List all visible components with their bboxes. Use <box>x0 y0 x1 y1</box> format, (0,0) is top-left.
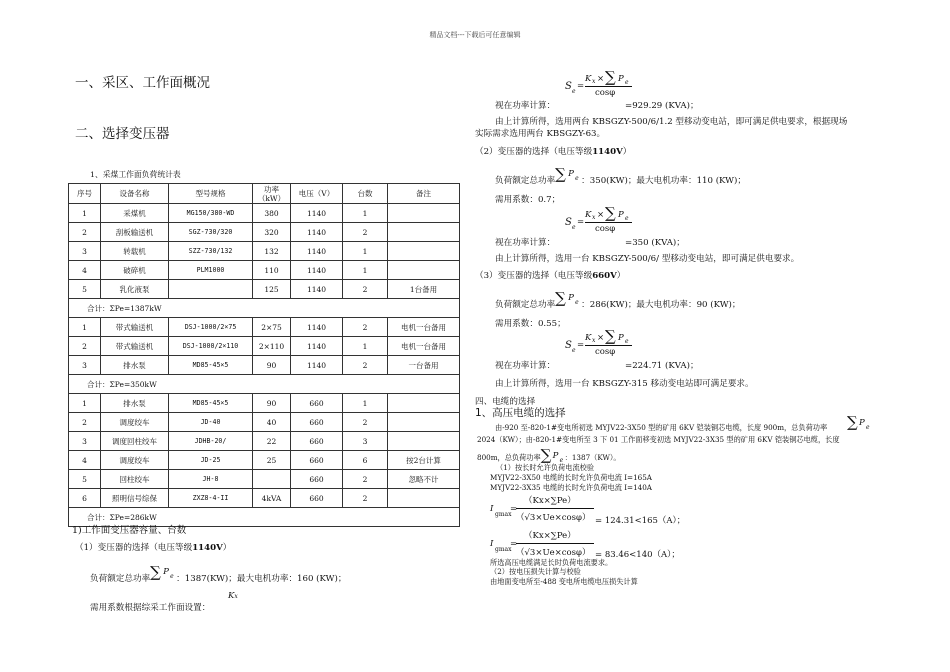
cos-phi: cosφ <box>595 347 616 357</box>
table-cell: 660 <box>291 451 343 470</box>
section-heading-1: 一、采区、工作面概况 <box>75 75 210 91</box>
table-cell: 2 <box>343 356 388 375</box>
table-cell: 1140 <box>291 356 343 375</box>
table-cell: 1140 <box>291 280 343 299</box>
table-cell: MD85-45×5 <box>169 356 253 375</box>
table-cell: JD-40 <box>169 413 253 432</box>
fraction-bar <box>516 508 594 509</box>
table-cell: 2×75 <box>253 318 291 337</box>
i-symbol: I <box>490 539 494 549</box>
table-header-row <box>69 184 460 204</box>
table-cell: 2 <box>343 470 388 489</box>
table-cell: 1140 <box>291 223 343 242</box>
page-header: 精品文档---下载后可任意编辑 <box>429 31 521 39</box>
total-power-value: ：1387（KW）。 <box>564 453 621 462</box>
table-cell: 2 <box>69 413 101 432</box>
table-cell <box>388 394 460 413</box>
table-cell: 6 <box>343 451 388 470</box>
table-cell: 4 <box>69 451 101 470</box>
check-1-line-a: MYJV22-3X50 电缆的长时允许负荷电流 I=165A <box>490 473 652 482</box>
rated-values: ：286(KW)；最大电机功率：90 (KW)； <box>581 300 741 310</box>
table-row <box>69 204 460 223</box>
p-symbol: P <box>568 293 574 303</box>
equals-sign: = <box>510 539 518 549</box>
selection-3-close: ） <box>616 271 626 281</box>
table-cell: 1 <box>343 261 388 280</box>
table-cell: MG150/380-WD <box>169 204 253 223</box>
table-cell: 2 <box>69 223 101 242</box>
table-row <box>69 432 460 451</box>
apparent-power-label-1: 视在功率计算： <box>495 101 556 111</box>
check-1-line-b: MYJV22-3X35 电缆的长时允许负荷电流 I=140A <box>490 483 652 492</box>
table-row <box>69 356 460 375</box>
table-row <box>69 470 460 489</box>
table-cell: MD85-45×5 <box>169 394 253 413</box>
col-header: 功率（kW） <box>253 184 291 204</box>
fraction-bar <box>516 543 594 544</box>
table-cell: SZZ-730/132 <box>169 242 253 261</box>
s-symbol: S <box>565 340 572 351</box>
equals-sign: = <box>577 81 585 91</box>
table-cell: 660 <box>291 432 343 451</box>
k-symbol: K <box>585 333 592 343</box>
p-symbol: P <box>163 567 169 577</box>
table-cell: 照明信号综保 <box>101 489 169 508</box>
fraction-bar <box>585 86 632 87</box>
gmax-subscript: gmax <box>495 546 512 553</box>
demand-factor-3: 需用系数：0.55； <box>495 319 566 329</box>
table-cell: SGZ-730/320 <box>169 223 253 242</box>
selection-2-voltage: 1140V <box>592 147 623 157</box>
times-sign: × <box>597 210 605 220</box>
kx-symbol <box>228 591 238 601</box>
table-cell: DSJ-1000/2×110 <box>169 337 253 356</box>
sigma-symbol: ∑ <box>605 68 616 86</box>
apparent-power-label-2: 视在功率计算： <box>495 238 556 248</box>
table-cell: 回柱绞车 <box>101 470 169 489</box>
table-cell: 电机一台备用 <box>388 337 460 356</box>
selection-1-voltage: 1140V <box>192 543 223 553</box>
table-cell: 调度绞车 <box>101 413 169 432</box>
selection-2-title <box>475 145 631 157</box>
current-formula-1 <box>490 494 700 528</box>
e-subscript: e <box>575 299 579 306</box>
table-cell: 破碎机 <box>101 261 169 280</box>
table-cell: 按2台计算 <box>388 451 460 470</box>
table-cell: 2 <box>343 413 388 432</box>
e-subscript: e <box>559 457 564 464</box>
table-cell: 带式输送机 <box>101 318 169 337</box>
table-cell: 320 <box>253 223 291 242</box>
table-cell: 转载机 <box>101 242 169 261</box>
table-cell: 调度绞车 <box>101 451 169 470</box>
current-result-1: = 124.31<165（A）； <box>595 516 686 526</box>
sigma-symbol: ∑ <box>150 563 161 581</box>
rated-power-line-3 <box>495 289 741 310</box>
table-cell: 3 <box>69 432 101 451</box>
table-cell: 1140 <box>291 261 343 280</box>
selection-1-label: （1）变压器的选择（电压等级 <box>75 543 193 553</box>
table-cell: ZXZ8-4-II <box>169 489 253 508</box>
col-header: 型号规格 <box>169 184 253 204</box>
table-cell: 90 <box>253 394 291 413</box>
fraction-bar <box>585 345 632 346</box>
conclusion-2: 由上计算所得，选用一台 KBSGZY-500/6/ 型移动变电站，即可满足供电要求。 <box>495 254 800 264</box>
table-cell: 采煤机 <box>101 204 169 223</box>
load-statistics-table <box>68 183 460 527</box>
section-4-heading: 四、电缆的选择 <box>475 397 536 407</box>
rated-label: 负荷额定总功率 <box>495 176 556 186</box>
table-total-row <box>69 375 460 394</box>
conclusion-1: 由上计算所得，选用两台 KBSGZY-500/6/1.2 型移动变电站，即可满足供电要求，根据现场 <box>495 117 848 127</box>
table-cell <box>388 242 460 261</box>
table-cell: 660 <box>291 394 343 413</box>
p-symbol: P <box>552 451 559 461</box>
sigma-symbol: ∑ <box>847 413 858 431</box>
table-cell: 排水泵 <box>101 356 169 375</box>
table-cell: 1 <box>69 394 101 413</box>
total-power-label: 800m，总负荷功率 <box>477 453 541 462</box>
times-sign: × <box>597 333 605 343</box>
table-cell: 排水泵 <box>101 394 169 413</box>
section-heading-2: 二、选择变压器 <box>75 126 170 142</box>
p-symbol: P <box>618 74 624 84</box>
apparent-power-value-3: =224.71 (KVA)； <box>625 361 699 371</box>
table-cell: 110 <box>253 261 291 280</box>
table-cell: 6 <box>69 489 101 508</box>
table-cell: DSJ-1000/2×75 <box>169 318 253 337</box>
p-symbol: P <box>618 210 624 220</box>
table-row <box>69 223 460 242</box>
table-cell: 22 <box>253 432 291 451</box>
e-subscript: e <box>572 347 576 354</box>
table-total: 合计：ΣPe=1387kW <box>69 299 460 318</box>
table-cell <box>388 261 460 280</box>
current-denominator: （√3×Ue×cosφ） <box>516 513 591 523</box>
cable-paragraph-line-3 <box>477 446 621 464</box>
conclusion-3: 由上计算所得，选用一台 KBSGZY-315 移动变电站即可满足要求。 <box>495 379 754 389</box>
apparent-power-value-1: =929.29 (KVA)； <box>625 101 699 111</box>
p-symbol: P <box>568 169 574 179</box>
x-subscript: x <box>234 593 238 600</box>
table-cell <box>388 413 460 432</box>
table-cell <box>388 432 460 451</box>
conclusion-1b: 实际需求选用两台 KBSGZY-63。 <box>475 129 606 139</box>
table-row <box>69 394 460 413</box>
sigma-symbol: ∑ <box>555 165 566 183</box>
e-subscript: e <box>625 338 629 345</box>
table-cell: 一台备用 <box>388 356 460 375</box>
current-numerator: （Kx×∑Pe） <box>524 531 576 541</box>
rated-label: 负荷额定总功率 <box>90 574 151 584</box>
table-cell: 2 <box>343 280 388 299</box>
equals-sign: = <box>510 504 518 514</box>
cable-paragraph-line-2: 2024（KW）；由-820-1#变电所至 3 下 01 工作面移变初选 MYJV22-3X35 型的矿用 6KV 铠装铜芯电缆，长度 <box>477 435 840 444</box>
e-subscript: e <box>572 88 576 95</box>
col-header: 电压（V） <box>291 184 343 204</box>
table-total: 合计：ΣPe=286kW <box>69 508 460 527</box>
table-cell: 3 <box>69 242 101 261</box>
cos-phi: cosφ <box>595 224 616 234</box>
current-numerator: （Kx×∑Pe） <box>524 496 576 506</box>
table-cell: 1 <box>343 204 388 223</box>
sigma-symbol: ∑ <box>555 289 566 307</box>
table-cell: 1台备用 <box>388 280 460 299</box>
s-symbol: S <box>565 217 572 228</box>
table-caption: 1、采煤工作面负荷统计表 <box>90 170 181 179</box>
k-symbol: K <box>585 74 592 84</box>
table-cell: 4kVA <box>253 489 291 508</box>
equals-sign: = <box>577 340 585 350</box>
apparent-power-formula-2 <box>565 204 645 238</box>
section-4-1-heading: 1、高压电缆的选择 <box>475 407 566 419</box>
table-row <box>69 318 460 337</box>
selection-2-label: （2）变压器的选择（电压等级 <box>475 147 593 157</box>
capacity-title: 1)工作面变压器容量、台数 <box>72 525 187 536</box>
table-cell <box>169 280 253 299</box>
current-result-2: = 83.46<140（A）； <box>595 550 680 560</box>
table-cell: JD-25 <box>169 451 253 470</box>
table-cell: 40 <box>253 413 291 432</box>
table-total: 合计：ΣPe=350kW <box>69 375 460 394</box>
selection-3-title <box>475 269 625 281</box>
table-row <box>69 489 460 508</box>
table-cell: 忽略不计 <box>388 470 460 489</box>
table-cell: 660 <box>291 489 343 508</box>
sigma-symbol: ∑ <box>540 446 552 464</box>
e-subscript: e <box>575 175 579 182</box>
table-cell: 1 <box>69 318 101 337</box>
current-denominator: （√3×Ue×cosφ） <box>516 548 591 558</box>
cable-paragraph-line-1: 由-920 至-820-1#变电所初选 MYJV22-3X50 型的矿用 6KV 铠装铜芯电缆，长度 900m，总负荷功率 <box>495 423 828 432</box>
x-subscript: x <box>592 337 596 344</box>
table-cell: 1140 <box>291 337 343 356</box>
table-cell: 电机一台备用 <box>388 318 460 337</box>
rated-label: 负荷额定总功率 <box>495 300 556 310</box>
k-symbol: K <box>585 210 592 220</box>
table-cell: 2 <box>343 318 388 337</box>
table-cell: 2 <box>343 489 388 508</box>
table-cell: 5 <box>69 470 101 489</box>
table-cell: 3 <box>343 432 388 451</box>
table-cell: 调度回柱绞车 <box>101 432 169 451</box>
table-row <box>69 280 460 299</box>
table-cell: 带式输送机 <box>101 337 169 356</box>
apparent-power-formula-1 <box>565 68 645 102</box>
table-cell: 1 <box>69 204 101 223</box>
table-row <box>69 413 460 432</box>
e-subscript: e <box>625 79 629 86</box>
table-cell: JDHB-20/ <box>169 432 253 451</box>
rated-values: ：350(KW)；最大电机功率：110 (KW)； <box>581 176 746 186</box>
table-cell <box>388 223 460 242</box>
sigma-symbol: ∑ <box>605 204 616 222</box>
sigma-symbol: ∑ <box>605 327 616 345</box>
equals-sign: = <box>577 217 585 227</box>
table-cell: 125 <box>253 280 291 299</box>
apparent-power-formula-3 <box>565 327 645 361</box>
check-2-line-a: 由地面变电所至-488 变电所电缆电压损失计算 <box>490 577 638 586</box>
s-symbol: S <box>565 81 572 92</box>
e-subscript: e <box>866 424 870 431</box>
x-subscript: x <box>592 214 596 221</box>
table-cell <box>388 489 460 508</box>
table-cell: 1140 <box>291 242 343 261</box>
selection-3-voltage: 660V <box>592 271 617 281</box>
table-cell: 660 <box>291 413 343 432</box>
check-1-title: （1）按长时允许负荷电流校验 <box>496 463 595 472</box>
table-cell: 132 <box>253 242 291 261</box>
demand-factor-line-1 <box>90 601 210 613</box>
table-cell: 1 <box>343 337 388 356</box>
rated-values: ：1387(KW)；最大电机功率：160 (KW)； <box>176 574 347 584</box>
table-cell: 3 <box>69 356 101 375</box>
table-cell: 5 <box>69 280 101 299</box>
table-cell: 2 <box>343 223 388 242</box>
table-row <box>69 451 460 470</box>
col-header: 序号 <box>69 184 101 204</box>
table-cell: 刮板输送机 <box>101 223 169 242</box>
selection-1-close: ） <box>222 543 232 553</box>
table-cell <box>388 204 460 223</box>
rated-power-line-2 <box>495 165 746 186</box>
table-row <box>69 261 460 280</box>
table-cell: JH-8 <box>169 470 253 489</box>
demand-factor-2: 需用系数：0.7； <box>495 195 561 205</box>
table-row <box>69 242 460 261</box>
rated-power-line-1 <box>90 563 347 584</box>
table-cell: 25 <box>253 451 291 470</box>
apparent-power-label-3: 视在功率计算： <box>495 361 556 371</box>
p-symbol: P <box>618 333 624 343</box>
table-cell: 1 <box>343 394 388 413</box>
table-cell: 1 <box>343 242 388 261</box>
selection-2-close: ） <box>622 147 632 157</box>
e-subscript: e <box>170 573 174 580</box>
col-header: 台数 <box>343 184 388 204</box>
table-cell: 2 <box>69 337 101 356</box>
table-cell: 2×110 <box>253 337 291 356</box>
fraction-bar <box>585 222 632 223</box>
gmax-subscript: gmax <box>495 511 512 518</box>
check-2-title: （2）按电压损失计算与校验 <box>490 567 581 576</box>
x-subscript: x <box>592 78 596 85</box>
table-cell: 1140 <box>291 204 343 223</box>
selection-1-title <box>75 541 231 553</box>
table-cell: 90 <box>253 356 291 375</box>
table-cell <box>253 470 291 489</box>
k-symbol: K <box>228 591 235 601</box>
col-header: 备注 <box>388 184 460 204</box>
check-conclusion: 所选高压电缆满足长时负荷电流要求。 <box>490 558 613 567</box>
table-row <box>69 337 460 356</box>
table-cell: 660 <box>291 470 343 489</box>
table-cell: 1140 <box>291 318 343 337</box>
col-header: 设备名称 <box>101 184 169 204</box>
times-sign: × <box>597 74 605 84</box>
e-subscript: e <box>572 224 576 231</box>
table-cell: 380 <box>253 204 291 223</box>
table-cell: PLM1000 <box>169 261 253 280</box>
selection-3-label: （3）变压器的选择（电压等级 <box>475 271 593 281</box>
cos-phi: cosφ <box>595 88 616 98</box>
i-symbol: I <box>490 504 494 514</box>
table-cell: 乳化液泵 <box>101 280 169 299</box>
e-subscript: e <box>625 215 629 222</box>
demand-label: 需用系数根据综采工作面设置： <box>90 603 211 613</box>
table-cell: 4 <box>69 261 101 280</box>
table-total-row <box>69 299 460 318</box>
p-symbol: P <box>859 418 865 428</box>
apparent-power-value-2: =350 (KVA)； <box>625 238 685 248</box>
